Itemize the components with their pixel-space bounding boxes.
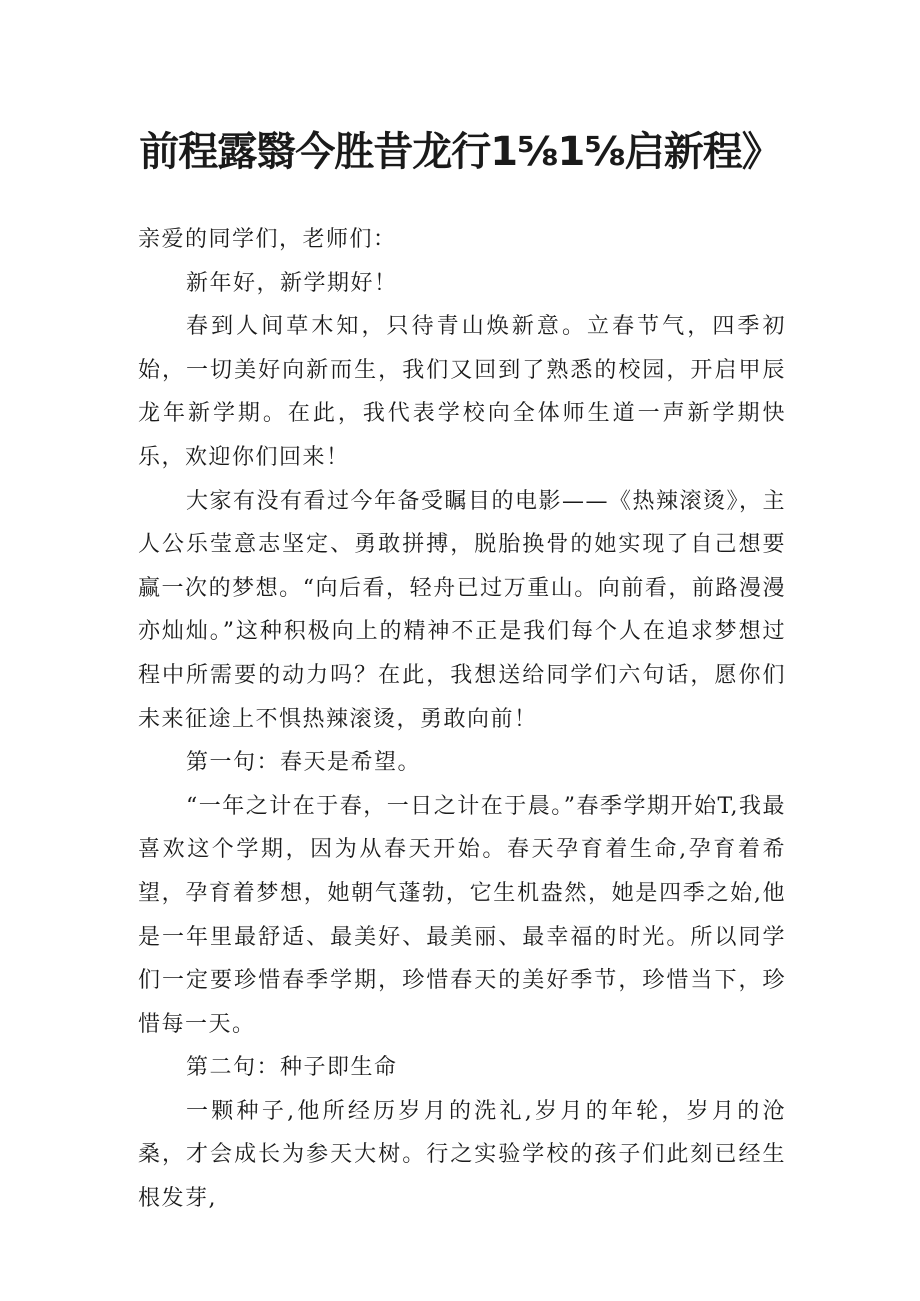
- section-heading: 第二句：种子即生命: [186, 1055, 398, 1081]
- document-body: [138, 218, 786, 1221]
- section-heading: 第一句：春天是希望。: [186, 750, 422, 776]
- salutation-paragraph: 亲爱的同学们，老师们：: [138, 227, 397, 252]
- body-paragraph: “一年之计在于春，一日之计在于晨。”春季学期开始T,我最喜欢这个学期，因为从春天开始。春天孕育着生命,孕育着希望，孕育着梦想，她朝气蓬勃，它生机盎然，她是四季之始,他是一年里最舒适、最美好、最美丽、最幸福的时光。所以同学们一定要珍惜春季学期，珍惜春天的美好季节，珍惜当下，珍惜每一天。: [138, 793, 786, 1037]
- greeting-paragraph: 新年好，新学期好！: [186, 270, 398, 296]
- body-paragraph: 大家有没有看过今年备受瞩目的电影——《热辣滚烫》，主人公乐莹意志坚定、勇敢拼搏，脱胎换骨的她实现了自己想要赢一次的梦想。“向后看，轻舟已过万重山。向前看，前路漫漫亦灿灿。”这种积极向上的精神不正是我们每个人在追求梦想过程中所需要的动力吗？在此，我想送给同学们六句话，愿你们未来征途上不惧热辣滚烫，勇敢向前！: [138, 488, 787, 732]
- body-paragraph: 春到人间草木知，只待青山焕新意。立春节气，四季初始，一切美好向新而生，我们又回到了熟悉的校园，开启甲辰龙年新学期。在此，我代表学校向全体师生道一声新学期快乐，欢迎你们回来！: [138, 314, 786, 470]
- document-title: 前程露翳今胜昔龙行1⅝1⅝启新程》: [139, 129, 781, 175]
- body-paragraph: 一颗种子,他所经历岁月的洗礼,岁月的年轮，岁月的沧桑，才会成长为参天大树。行之实验学校的孩子们此刻已经生根发芽,: [138, 1098, 786, 1212]
